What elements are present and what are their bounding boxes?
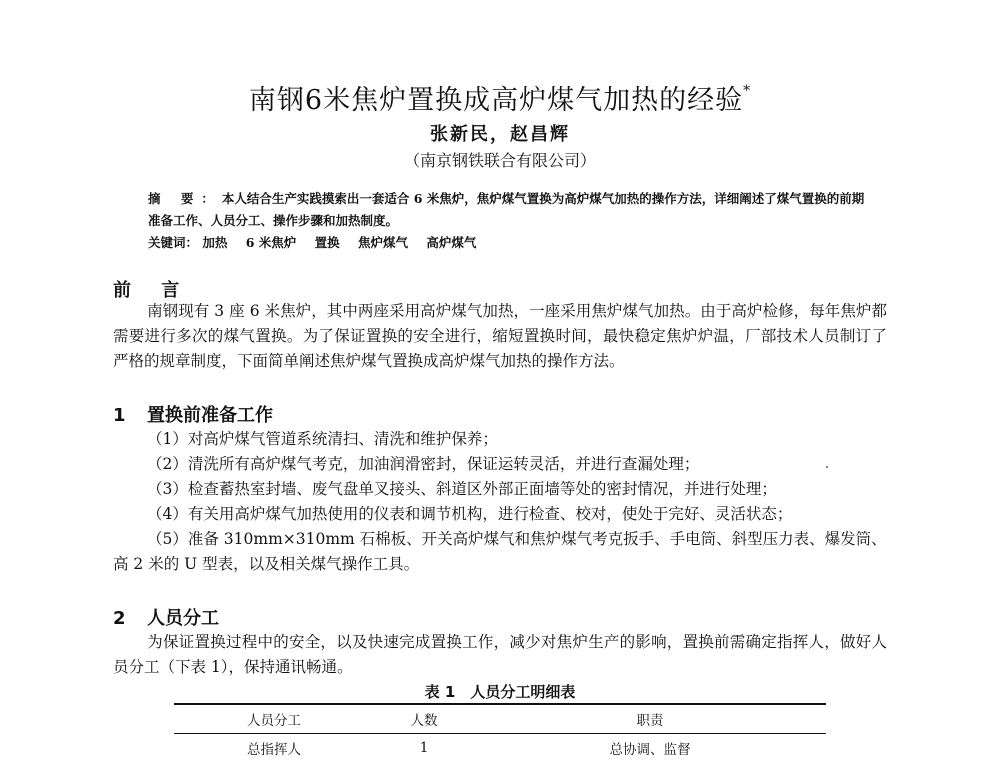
- list-item: （1）对高炉煤气管道系统清扫、清洗和维护保养；: [147, 430, 498, 448]
- title-text: 南钢6米焦炉置换成高炉煤气加热的经验: [248, 85, 744, 116]
- section-2-title: 人员分工: [147, 608, 219, 629]
- table-cell: 总指挥人: [247, 742, 301, 758]
- list-item: （5）准备 310mm×310mm 石棉板、开关高炉煤气和焦炉煤气考克扳手、手电筒、斜型压力表、爆发筒、高 2 米的 U 型表，以及相关煤气操作工具。: [113, 530, 887, 573]
- paper-title: [0, 78, 1000, 117]
- keyword: 高炉煤气: [426, 235, 477, 250]
- table-header-cell: 人员分工: [247, 713, 301, 729]
- abstract: [148, 188, 868, 232]
- section-1-number: 1: [113, 405, 126, 426]
- table-header-cell: 职责: [636, 713, 664, 729]
- table-cell: 总协调、监督: [609, 742, 691, 758]
- table-header-row: [174, 703, 826, 734]
- keywords-label: 关键词：: [148, 235, 199, 250]
- list-item: （2）清洗所有高炉煤气考克，加油润滑密封，保证运转灵活，并进行查漏处理；: [147, 455, 700, 473]
- abstract-text: 本人结合生产实践摸索出一套适合 6 米焦炉，焦炉煤气置换为高炉煤气加热的操作方法，详细阐述了煤气置换的前期准备工作、人员分工、操作步骤和加热制度。: [148, 191, 865, 228]
- keyword: 6 米焦炉: [245, 235, 297, 250]
- section-2-number: 2: [113, 608, 126, 629]
- keyword: 焦炉煤气: [358, 235, 409, 250]
- affiliation: （南京钢铁联合有限公司）: [403, 151, 596, 170]
- section-1-list: [113, 427, 887, 577]
- table-1: [174, 703, 826, 762]
- list-item: （4）有关用高炉煤气加热使用的仪表和调节机构，进行检查、校对，使处于完好、灵活状态；: [147, 505, 793, 523]
- section-1-heading: [113, 401, 273, 427]
- preface-text: 南钢现有 3 座 6 米焦炉，其中两座采用高炉煤气加热，一座采用焦炉煤气加热。由于高炉检修，每年焦炉都需要进行多次的煤气置换。为了保证置换的安全进行，缩短置换时间，最快稳定焦炉炉温，厂部技术人员制订了严格的规章制度，下面简单阐述焦炉煤气置换成高炉煤气加热的操作方法。: [113, 302, 887, 370]
- preface-heading: 前 言: [113, 280, 192, 301]
- section-2-heading: [113, 604, 219, 630]
- keywords: [148, 234, 868, 252]
- table-1-caption: 表 1 人员分工明细表: [424, 683, 576, 701]
- scan-speck: [826, 466, 828, 468]
- table-cell: 1: [419, 740, 429, 756]
- table-header-cell: 人数: [410, 713, 438, 729]
- table-row: [174, 734, 826, 762]
- preface-paragraph: [113, 299, 887, 374]
- abstract-label: 摘 要：: [148, 191, 222, 206]
- list-item: （3）检查蓄热室封墙、废气盘单叉接头、斜道区外部正面墙等处的密封情况，并进行处理；: [147, 480, 777, 498]
- section-1-title: 置换前准备工作: [147, 405, 273, 426]
- keyword: 加热: [202, 235, 228, 250]
- authors: 张新民，赵昌辉: [430, 124, 570, 145]
- section-2-paragraph: [113, 630, 887, 680]
- keyword: 置换: [314, 235, 340, 250]
- section-2-text: 为保证置换过程中的安全，以及快速完成置换工作，减少对焦炉生产的影响，置换前需确定指挥人，做好人员分工（下表 1），保持通讯畅通。: [113, 633, 887, 676]
- title-footnote-mark: *: [743, 83, 752, 99]
